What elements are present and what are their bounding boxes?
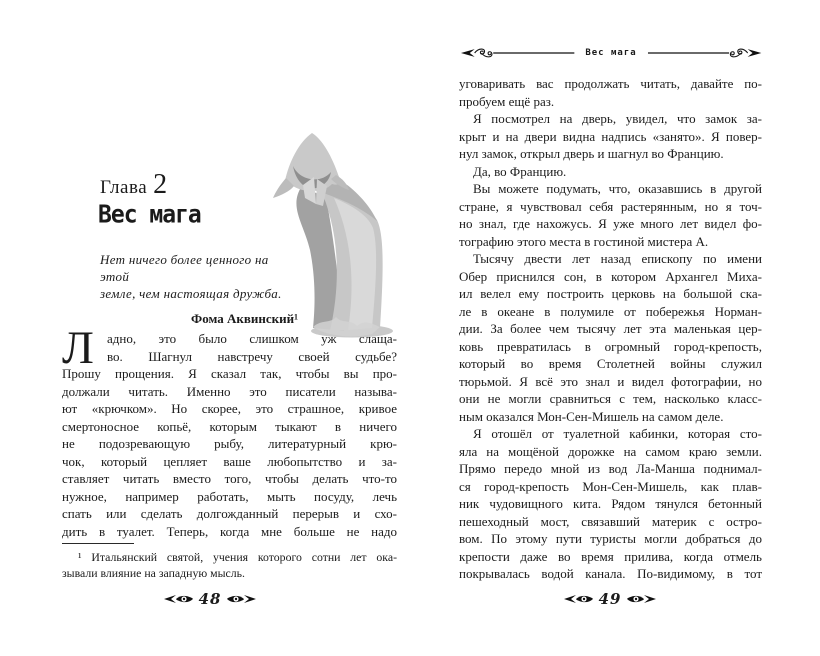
page-number-right-block <box>530 589 690 609</box>
text-line: во. Шагнул навстречу своей судьбе? <box>107 348 397 364</box>
text-line: дить в туалет. Теперь, когда мне больше не надо <box>62 523 397 539</box>
page-ornament-left-icon <box>564 592 594 606</box>
text-line: ле в океане в полумиле от побережья Норман- <box>459 303 762 319</box>
text-line: чок, который цепляет ваше любопытство и за- <box>62 453 397 469</box>
text-line: Нет ничего более ценного на этой <box>100 252 269 284</box>
page-ornament-left-icon <box>164 592 194 606</box>
text-line: земле, чем настоящая дружба. <box>100 286 282 301</box>
text-line: ник чудовищного кита. Рядом тянулся бетонный <box>459 496 762 511</box>
footnote <box>62 550 397 582</box>
text-line: Прошу прощения. Я сказал так, чтобы вы про- <box>62 366 397 381</box>
page-ornament-right-icon <box>626 592 656 606</box>
running-header <box>460 45 762 61</box>
text-line: адно, это было слишком уж слаща- <box>107 331 397 346</box>
running-header-title: Вес мага <box>585 48 637 58</box>
text-line: смертоносное копьё, которым тыкают в ничего <box>62 418 397 434</box>
text-line: нужное, например работать, мыть посуду, лечь <box>62 488 397 504</box>
page-number: 48 <box>198 590 222 608</box>
epigraph-attribution: Фома Аквинский¹ <box>191 311 298 326</box>
page-number: 49 <box>598 590 622 608</box>
text-line: дии. За более чем тысячу лет эта маленькая цер- <box>459 321 762 336</box>
chapter-word: Глава <box>100 177 148 198</box>
text-line: ют «крючком». Но скорее, это страшное, кривое <box>62 401 397 416</box>
header-fleuron-left-icon <box>460 47 575 59</box>
text-line: вом. По этому пути туристы могли добраться до <box>459 531 762 546</box>
page-number-left-block <box>130 589 290 609</box>
text-line: Обер приснился сон, в котором Архангел Миха- <box>459 268 762 284</box>
text-line: Вы можете подумать, что, оказавшись в другой <box>473 181 762 196</box>
epigraph-lines <box>100 251 298 302</box>
text-line: который во время Столетней войны служил <box>459 356 762 371</box>
text-line: ил велел ему построить церковь на большой ска- <box>459 286 762 301</box>
chapter-label <box>100 169 167 201</box>
text-line: спать или сделать долгожданный перерыв и схо- <box>62 506 397 521</box>
text-line: они не могли сравниться с тем, насколько класс- <box>459 391 762 406</box>
text-line: крыт и на двери видна надпись «занято». Я повер- <box>459 128 762 144</box>
left-body-lines <box>62 322 397 540</box>
text-line: ставляет читать вместо того, чтобы делать что-то <box>62 471 397 486</box>
drop-cap: Л <box>62 322 94 374</box>
text-line: не подозревающую рыбу, литературный крю- <box>62 436 397 451</box>
footnote-rule <box>62 543 134 544</box>
text-line: Я отошёл от туалетной кабинки, которая сто- <box>473 426 762 441</box>
text-line: уговаривать вас продолжать читать, давайте по- <box>459 76 762 91</box>
text-line: Да, во Францию. <box>473 163 567 179</box>
text-line: ным оказался Мон-Сен-Мишель на самом деле. <box>459 408 724 424</box>
text-line: пешеходный мост, связавший материк с остро- <box>459 513 762 529</box>
text-line: должали читать. Именно это писатели называ- <box>62 383 397 399</box>
text-line: ся город-крепость Мон-Сен-Мишель, как плав- <box>459 478 762 494</box>
text-line: тюрьмой. Я всё это знал и видел фотографии, но <box>459 373 762 389</box>
header-fleuron-right-icon <box>647 47 762 59</box>
text-line: зывали влияние на западную мысль. <box>62 565 245 580</box>
left-page-body <box>62 322 397 540</box>
text-line: Тысячу двести лет назад епископу по имени <box>473 251 762 266</box>
right-page-body <box>459 75 762 583</box>
chapter-number: 2 <box>153 169 168 200</box>
text-line: но знал, где нахожусь. Я уже много лет видел фо- <box>459 216 762 231</box>
chapter-title: Вес мага <box>98 201 201 230</box>
text-line: крепости даже во время прилива, когда отмель <box>459 548 762 564</box>
text-line: покрывалась водой канала. По-видимому, в тот <box>459 566 762 581</box>
page-ornament-right-icon <box>226 592 256 606</box>
epigraph <box>100 251 298 327</box>
text-line: стране, я чувствовал себя растерянным, но я точ- <box>459 198 762 214</box>
text-line: Прямо передо мной из вод Ла-Манша поднимал- <box>459 461 762 476</box>
text-line: яла на мощёной дорожке на самом краю земли. <box>459 443 762 459</box>
text-line: ковь превратилась в огромный город-крепость, <box>459 338 762 354</box>
text-line: нул замок, открыл дверь и шагнул во Францию. <box>459 146 724 161</box>
text-line: тографию этого места в гостиной мистера А. <box>459 233 709 249</box>
text-line: пробуем ещё раз. <box>459 93 555 109</box>
text-line: ¹ Итальянский святой, учения которого сотни лет ока- <box>78 550 397 564</box>
text-line: Я посмотрел на дверь, увидел, что замок за- <box>473 111 762 126</box>
